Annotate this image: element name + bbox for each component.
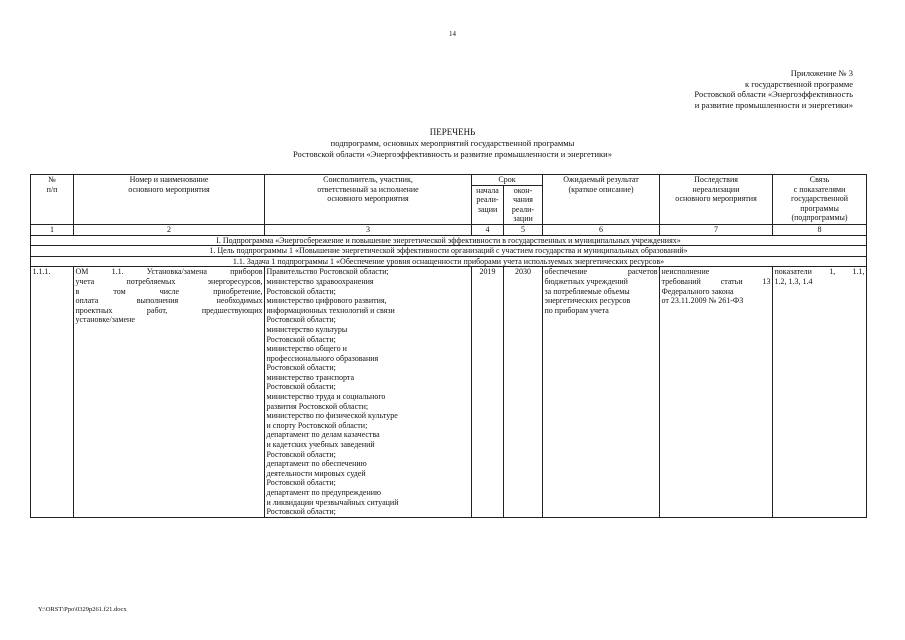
header-num: № п/п xyxy=(31,175,74,225)
col-number: 3 xyxy=(265,224,472,235)
file-path-footer: Y:\ORST\Ppo\0329p261.f21.docx xyxy=(38,606,127,613)
executor-line: и кадетских учебных заведений xyxy=(266,440,375,450)
executor-line: информационных технологий и связи xyxy=(266,305,395,315)
document-heading xyxy=(0,127,905,160)
executor-line: Ростовской области; xyxy=(266,363,336,373)
appendix-line: к государственной программе xyxy=(744,78,853,89)
result-line: энергетических ресурсов xyxy=(544,296,631,306)
executor-line: Ростовской области; xyxy=(266,478,336,488)
row-consequences xyxy=(660,267,773,517)
consequence-line: от 23.11.2009 № 261-ФЗ xyxy=(661,296,744,306)
row-link xyxy=(773,267,867,517)
header-name: Номер и наименование основного мероприятия xyxy=(74,175,265,225)
row-name-line: учета потребляемых энергоресурсов, xyxy=(75,276,263,286)
col-number: 4 xyxy=(472,224,504,235)
row-name xyxy=(74,267,265,517)
executor-line: департамент по делам казачества xyxy=(266,430,380,440)
executor-line: министерство здравоохранения xyxy=(266,276,374,286)
consequence-line: требований статьи 13 xyxy=(661,276,771,286)
header-consequences: Последствия нереализации основного мероприятия xyxy=(660,175,773,225)
appendix-line: Приложение № 3 xyxy=(790,68,853,78)
col-number: 7 xyxy=(660,224,773,235)
row-name-line: в том числе приобретение, xyxy=(75,286,263,296)
col-number: 8 xyxy=(773,224,867,235)
executor-line: Ростовской области; xyxy=(266,507,336,517)
col-number: 2 xyxy=(74,224,265,235)
executor-line: Ростовской области; xyxy=(266,382,336,392)
executor-line: развития Ростовской области; xyxy=(266,401,369,411)
result-line: обеспечение расчетов xyxy=(544,267,658,277)
executor-line: департамент по обеспечению xyxy=(266,459,367,469)
row-name-line: установке/замене xyxy=(75,315,135,325)
table-row xyxy=(31,267,867,517)
executor-line: министерство по физической культуре xyxy=(266,411,398,421)
executor-line: министерство культуры xyxy=(266,324,348,334)
executor-line: профессионального образования xyxy=(266,353,379,363)
header-executor: Соисполнитель, участник, ответственный за исполнение основного мероприятия xyxy=(265,175,472,225)
header-end: окон- чания реали- зации xyxy=(504,185,543,224)
executor-line: Правительство Ростовской области; xyxy=(266,267,389,277)
executor-line: министерство труда и социального xyxy=(266,392,386,402)
row-num: 1.1.1. xyxy=(31,267,74,517)
executor-line: департамент по предупреждению xyxy=(266,488,381,497)
header-start: начала реали- зации xyxy=(472,185,504,224)
appendix-block xyxy=(694,68,853,110)
col-number: 5 xyxy=(504,224,543,235)
executor-line: министерство цифрового развития, xyxy=(266,296,387,306)
row-name-line: ОМ 1.1. Установка/замена приборов xyxy=(75,267,263,277)
goal-row: 1. Цель подпрограммы 1 «Повышение энергетической эффективности организаций с участием государства и муниципальных образований» xyxy=(31,246,867,257)
executor-line: министерство общего и xyxy=(266,344,347,354)
result-line: бюджетных учреждений xyxy=(544,276,628,286)
link-line: показатели 1, 1.1, xyxy=(774,267,865,277)
link-line: 1.2, 1.3, 1.4 xyxy=(774,276,813,286)
appendix-line: Ростовской области «Энергоэффективность xyxy=(694,89,853,100)
row-result xyxy=(543,267,660,517)
row-executor xyxy=(265,267,472,517)
executor-line: Ростовской области; xyxy=(266,286,336,296)
header-result: Ожидаемый результат (краткое описание) xyxy=(543,175,660,225)
result-line: по приборам учета xyxy=(544,305,609,315)
row-name-line: проектных работ, предшествующих xyxy=(75,305,263,315)
header-term: Срок xyxy=(472,175,543,186)
task-row: 1.1. Задача 1 подпрограммы 1 «Обеспечение уровня оснащенности приборами учета используемых энергетических ресурсов» xyxy=(31,256,867,267)
row-name-line: оплата выполнения необходимых xyxy=(75,296,263,306)
row-end: 2030 xyxy=(504,267,543,517)
executor-line: деятельности мировых судей xyxy=(266,468,366,478)
subprogram-row: I. Подпрограмма «Энергосбережение и повышение энергетической эффективности в государственных и муниципальных учреждениях» xyxy=(31,235,867,246)
executor-line: и спорту Ростовской области; xyxy=(266,420,368,430)
activities-table xyxy=(30,174,867,518)
executor-line: Ростовской области; xyxy=(266,334,336,344)
header-link: Связь с показателями государственной программы (подпрограммы) xyxy=(773,175,867,225)
consequence-line: неисполнение xyxy=(661,267,710,277)
appendix-line: и развитие промышленности и энергетики» xyxy=(694,99,853,110)
col-number: 6 xyxy=(543,224,660,235)
executor-line: Ростовской области; xyxy=(266,315,336,325)
col-number: 1 xyxy=(31,224,74,235)
heading-line: подпрограмм, основных мероприятий государственной программы xyxy=(330,138,575,148)
row-start: 2019 xyxy=(472,267,504,517)
executor-line: Ростовской области; xyxy=(266,449,336,459)
consequence-line: Федерального закона xyxy=(661,286,734,296)
executor-line: и ликвидации чрезвычайных ситуаций xyxy=(266,497,399,507)
executor-line: министерство транспорта xyxy=(266,372,355,382)
heading-title: ПЕРЕЧЕНЬ xyxy=(429,127,476,137)
page-number: 14 xyxy=(449,30,456,38)
result-line: за потребляемые объемы xyxy=(544,286,630,296)
heading-line: Ростовской области «Энергоэффективность и развитие промышленности и энергетики» xyxy=(293,149,612,159)
